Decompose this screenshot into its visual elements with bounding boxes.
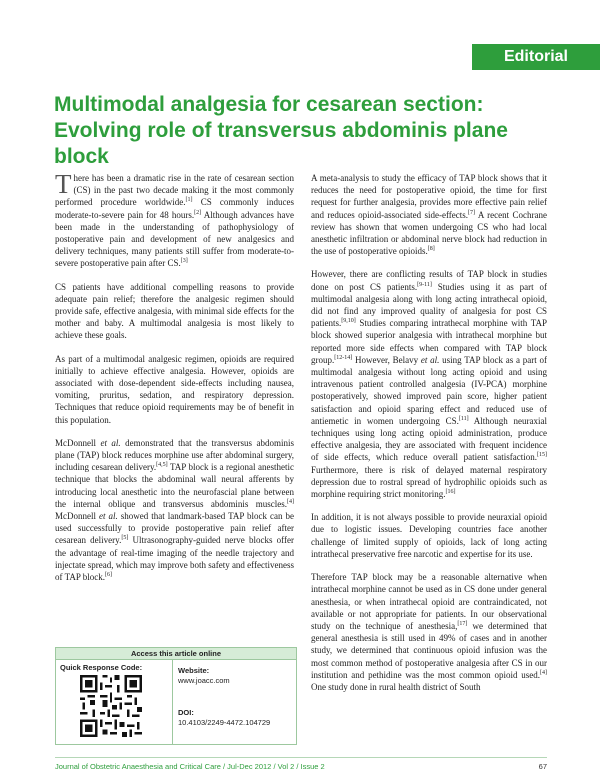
drop-cap: T — [55, 169, 72, 199]
text: demonstrated that the transversus abdominis plane (TAP) block reduces morphine use after abdominal surgery, including cesarean delivery. — [55, 437, 294, 473]
paragraph — [55, 437, 294, 583]
text: TAP block is a regional anesthetic technique that blocks the abdominal wall neural afferents by introducing local anesthetic into the neurofascial plane between the internal oblique and transversus abdominis muscles. — [55, 462, 294, 509]
text: Although neuraxial techniques using long acting opioid administration, produce effective analgesia, they are associated with frequent incidence of side effects, which reduce overall patient satisfaction. — [311, 415, 547, 463]
paragraph: CS patients have additional compelling reasons to provide adequate pain relief; therefore the analgesic regimen should provide safe, effective analgesia, with minimal side effects for the mother and baby. A multimodal analgesia is most likely to achieve these goals. — [55, 281, 294, 341]
text: A meta-analysis to study the efficacy of TAP block shows that it reduces the need for postoperative opioid, the time for first request for further analgesia, provides more effective pain relief and reduces opioid-associated side-effects. — [311, 173, 547, 220]
article-info — [178, 666, 294, 728]
citation: [3] — [180, 258, 188, 265]
page-footer — [55, 762, 547, 771]
text: One study done in rural health district of South — [311, 681, 481, 692]
citation: [17] — [457, 620, 468, 627]
citation: [11] — [458, 415, 469, 422]
citation: [15] — [537, 452, 547, 459]
paragraph: In addition, it is not always possible to provide neuraxial opioid due to logistic issues. Developing countries face another challenge of limited supply of opioids, lack of long acting intrathecal preservative free narcotic and expertise for its use. — [311, 512, 547, 559]
text: showed that landmark-based TAP block can be used successfully to provide postoperative pain relief after cesarean delivery. — [55, 511, 294, 546]
citation: [9-11] — [417, 281, 432, 288]
citation: [12-14] — [334, 354, 353, 361]
text: McDonnell — [55, 511, 99, 522]
qr-code-icon[interactable] — [80, 675, 142, 737]
footer-rule — [55, 757, 547, 758]
doi-link[interactable]: 10.4103/2249-4472.104729 — [178, 718, 271, 727]
text: Studies using it as part of multimodal analgesia along with long acting intrathecal opioid, did not find any improved quality of analgesia for post CS patients. — [311, 281, 547, 329]
citation: [4] — [287, 498, 294, 505]
text: et al. — [420, 354, 440, 365]
citation: [2] — [194, 209, 202, 216]
paragraph — [311, 172, 547, 257]
section-tag: Editorial — [472, 44, 600, 70]
qr-cell — [56, 660, 173, 744]
qr-label: Quick Response Code: — [60, 663, 143, 672]
citation: [9,10] — [341, 318, 356, 325]
access-box-header: Access this article online — [56, 648, 296, 660]
left-column — [55, 169, 295, 594]
citation: [1] — [185, 197, 193, 204]
text: Ultrasonography-guided nerve blocks offer the advantage of real-time imaging of the needle trajectory and injectate spread, which may improve both safety and effectiveness of TAP block. — [55, 535, 294, 583]
page-number: 67 — [538, 762, 547, 771]
text: Furthermore, there is risk of delayed maternal respiratory depression due to rostral spread of hydrophilic opioids such as morphine requiring strict monitoring. — [311, 464, 547, 500]
paragraph: As part of a multimodal analgesic regimen, opioids are required initially to achieve effective analgesia. However, opioids are associated with dose-dependent side-effects including nausea, vomiting, pruritus, sedation, and respiratory depression. Techniques that reduce opioid requirements may be of benefit in this population. — [55, 353, 294, 425]
text: here has been a dramatic rise in the rate of cesarean section (CS) in the past two decade making it the most commonly performed procedure worldwide. — [55, 173, 294, 208]
doi-label: DOI: — [178, 708, 194, 717]
text: Therefore TAP block may be a reasonable alternative when intrathecal morphine cannot be used as in CS done under general anesthesia, or when intrathecal opioid are contraindicated, not available or not appropriate for patients. In our observational study on the technique of anesthesia, — [311, 572, 547, 631]
journal-citation: Journal of Obstetric Anaesthesia and Critical Care / Jul-Dec 2012 / Vol 2 / Issue 2 — [55, 762, 325, 771]
text: we determined that general anesthesia is still used in 49% of cases and in another study, we determined that continuous opioid infusion was the most common method of postoperative analgesia after CS in our institution and pethidine was the most common opioid used. — [311, 620, 547, 680]
text: Studies comparing intrathecal morphine with TAP block showed superior analgesia with intrathecal morphine but reported more side effects when compared with TAP block group. — [311, 318, 547, 365]
citation: [16] — [445, 489, 456, 496]
website-link[interactable]: www.joacc.com — [178, 676, 230, 685]
text: A recent Cochrane review has shown that women undergoing CS who had local anesthetic infiltration or abdominal nerve block had reduction in the use of postoperative opioids. — [311, 209, 547, 257]
text: et al. — [99, 511, 118, 522]
text: However, Belavy — [352, 354, 421, 365]
paragraph — [311, 571, 547, 693]
text: et al. — [100, 437, 121, 448]
citation: [5] — [121, 535, 129, 542]
paragraph — [311, 268, 547, 500]
article-title: Multimodal analgesia for cesarean section: Evolving role of transversus abdominis plane block — [54, 93, 508, 168]
text: McDonnell — [55, 437, 101, 448]
citation: [6] — [105, 572, 113, 579]
paragraph — [55, 169, 295, 270]
right-column — [311, 172, 547, 704]
citation: [4,5] — [156, 462, 168, 469]
text: However, there are conflicting results of TAP block in studies done on post CS patients. — [311, 269, 547, 292]
website-label: Website: — [178, 666, 210, 675]
text: Although advances have been made in the understanding of pathophysiology of postoperative pain and development of new analgesics and delivery techniques, many patients still suffer from moderate-to-severe postoperative pain after CS. — [55, 209, 294, 269]
citation: [8] — [427, 246, 435, 253]
citation: [4] — [540, 669, 547, 676]
citation: [7] — [468, 209, 476, 216]
text: using TAP block as a part of multimodal analgesia without long acting opioid and using intravenous patient controlled analgesia (IV-PCA) morphine postoperatively, showed improved pain score, higher patient satisfaction and opioid sparing effect and reduced use of antiemetic in women undergoing CS. — [311, 354, 548, 426]
text: CS commonly induces moderate-to-severe pain for 48 hours. — [55, 197, 295, 220]
access-article-box — [55, 647, 297, 745]
